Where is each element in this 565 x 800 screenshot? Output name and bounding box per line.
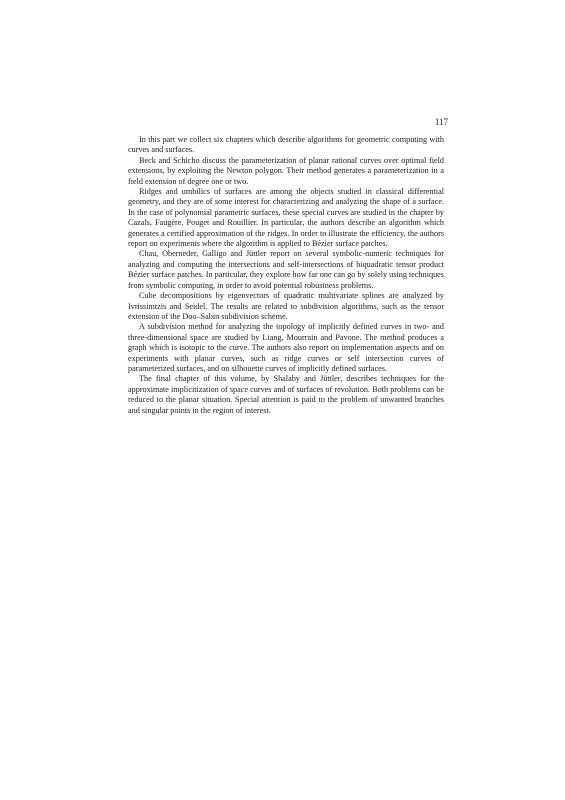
paragraph-beck-schicho: Beck and Schicho discuss the parameterization of planar rational curves over optimal field extensions, by exploiting the Newton polygon. Their method generates a parameterization in a field extension of degree one or two.: [128, 155, 444, 186]
paragraph-chau-oberneder: Chau, Oberneder, Galligo and Jüttler report on several symbolic-numeric techniques for analyzing and computing the intersections and self-intersections of biquadratic tensor product Bézier surface patches. In particular, they explore how far one can go by solely using techniques from symbolic computing, in order to avoid potential robustness problems.: [128, 249, 444, 290]
body-text: [128, 135, 444, 416]
page-number: 117: [434, 117, 448, 127]
paragraph-final-chapter: The final chapter of this volume, by Shalaby and Jüttler, describes techniques for the approximate implicitization of space curves and of surfaces of revolution. Both problems can be reduced to the planar situation. Special attention is paid to the problem of unwanted branches and singular points in the region of interest.: [128, 374, 444, 415]
paragraph-ridges-umbilics: Ridges and umbilics of surfaces are among the objects studied in classical differential geometry, and they are of some interest for characterizing and analyzing the shape of a surface. In the case of polynomial parametric surfaces, these special curves are studied in the chapter by Cazals, Faugère, Pouget and Rouillier. In particular, the authors describe an algorithm which generates a certified approximation of the ridges. In order to illustrate the efficiency, the authors report on experiments where the algorithm is applied to Bézier surface patches.: [128, 187, 444, 249]
paragraph-cube-decompositions: Cube decompositions by eigenvectors of quadratic multivariate splines are analyzed by Ivrissimtzis and Seidel. The results are related to subdivision algorithms, such as the tensor extension of the Doo–Sabin subdivision scheme.: [128, 291, 444, 321]
paragraph-intro: In this part we collect six chapters which describe algorithms for geometric computing with curves and surfaces.: [128, 135, 444, 155]
paragraph-subdivision-method: A subdivision method for analyzing the topology of implicitly defined curves in two- and three-dimensional space are studied by Liang, Mourrain and Pavone. The method produces a graph which is isotopic to the curve. The authors also report on implementation aspects and on experiments with planar curves, such as ridge curves or self intersection curves of parameterized surfaces, and on silhouette curves of implicitly defined surfaces.: [128, 322, 444, 373]
